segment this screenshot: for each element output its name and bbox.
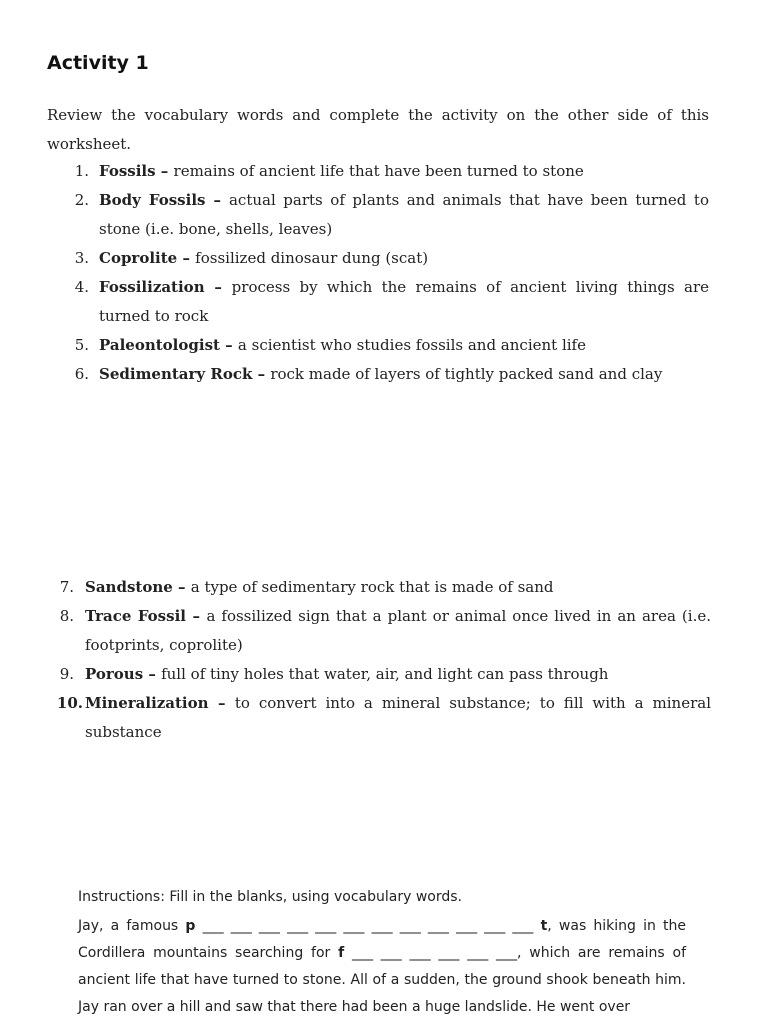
vocab-item-fossils (47, 157, 709, 186)
vocabulary-list-part1 (47, 157, 709, 389)
vocab-item-mineralization (47, 689, 711, 747)
vocab-item-sandstone (47, 573, 711, 602)
vocab-dash: – (252, 365, 271, 383)
story-blanks-fossils: ___ ___ ___ ___ ___ ___ (344, 945, 518, 961)
story-text: Jay, a famous (78, 918, 186, 934)
vocab-dash: – (219, 336, 238, 354)
vocab-dash: – (172, 578, 191, 596)
vocab-definition: to convert into a mineral substance; to fill with a mineral substance (85, 694, 711, 741)
vocab-item-body-fossils (47, 186, 709, 244)
vocab-number: 3. (74, 249, 89, 267)
vocab-definition: remains of ancient life that have been turned to stone (173, 162, 584, 180)
vocab-definition: rock made of layers of tightly packed sand and clay (270, 365, 663, 383)
vocab-definition: actual parts of plants and animals that have been turned to stone (i.e. bone, shells, leaves) (99, 191, 709, 238)
intro-text: Review the vocabulary words and complete the activity on the other side of this worksheet. (47, 106, 709, 153)
vocab-item-coprolite (47, 244, 709, 273)
vocab-definition: full of tiny holes that water, air, and light can pass through (161, 665, 609, 683)
vocab-dash: – (205, 191, 229, 209)
story-letter-p: p (185, 918, 196, 934)
vocab-number: 10. (56, 694, 83, 712)
vocab-term: Mineralization (85, 694, 209, 712)
vocab-number: 1. (74, 162, 89, 180)
vocab-definition: a scientist who studies fossils and ancient life (237, 336, 586, 354)
vocab-item-porous (47, 660, 711, 689)
vocab-dash: – (185, 607, 207, 625)
vocab-number: 9. (59, 665, 74, 683)
vocab-item-sedimentary-rock (47, 360, 709, 389)
vocab-definition: a fossilized sign that a plant or animal once lived in an area (i.e. footprints, coprolite) (85, 607, 711, 654)
vocab-definition: process by which the remains of ancient living things are turned to rock (99, 278, 709, 325)
vocab-definition: fossilized dinosaur dung (scat) (195, 249, 429, 267)
vocab-dash: – (155, 162, 174, 180)
vocab-term: Sedimentary Rock (99, 365, 253, 383)
vocab-number: 8. (59, 607, 74, 625)
vocab-term: Paleontologist (99, 336, 220, 354)
vocab-number: 6. (74, 365, 89, 383)
vocab-dash: – (208, 694, 235, 712)
vocabulary-list-part2 (47, 573, 711, 747)
activity-title: Activity 1 (47, 52, 149, 74)
vocab-term: Fossils (99, 162, 156, 180)
story-text: , which are remains of ancient life that have turned to stone. All of a sudden, the ground shook beneath him. Jay ran over a hill and saw that there had been a huge landslide. He went over (78, 945, 686, 1015)
vocab-dash: – (143, 665, 162, 683)
vocab-term: Porous (85, 665, 144, 683)
vocab-term: Trace Fossil (85, 607, 186, 625)
vocab-item-paleontologist (47, 331, 709, 360)
vocab-number: 2. (74, 191, 89, 209)
fill-in-story (78, 913, 686, 1021)
vocab-definition: a type of sedimentary rock that is made of sand (190, 578, 554, 596)
instructions-text: Instructions: Fill in the blanks, using vocabulary words. (78, 889, 462, 905)
story-text: , was hiking in the Cordillera mountains searching for (78, 918, 686, 961)
vocab-number: 4. (74, 278, 89, 296)
vocab-number: 7. (59, 578, 74, 596)
vocab-term: Body Fossils (99, 191, 206, 209)
vocab-dash: – (204, 278, 232, 296)
vocab-term: Coprolite (99, 249, 178, 267)
vocab-number: 5. (74, 336, 89, 354)
story-letter-f: f (338, 945, 345, 961)
story-blanks-paleontologist: ___ ___ ___ ___ ___ ___ ___ ___ ___ ___ ___ ___ (195, 918, 541, 934)
vocab-term: Fossilization (99, 278, 205, 296)
vocab-item-trace-fossil (47, 602, 711, 660)
story-letter-t: t (540, 918, 548, 934)
vocab-item-fossilization (47, 273, 709, 331)
vocab-term: Sandstone (85, 578, 173, 596)
vocab-dash: – (177, 249, 196, 267)
